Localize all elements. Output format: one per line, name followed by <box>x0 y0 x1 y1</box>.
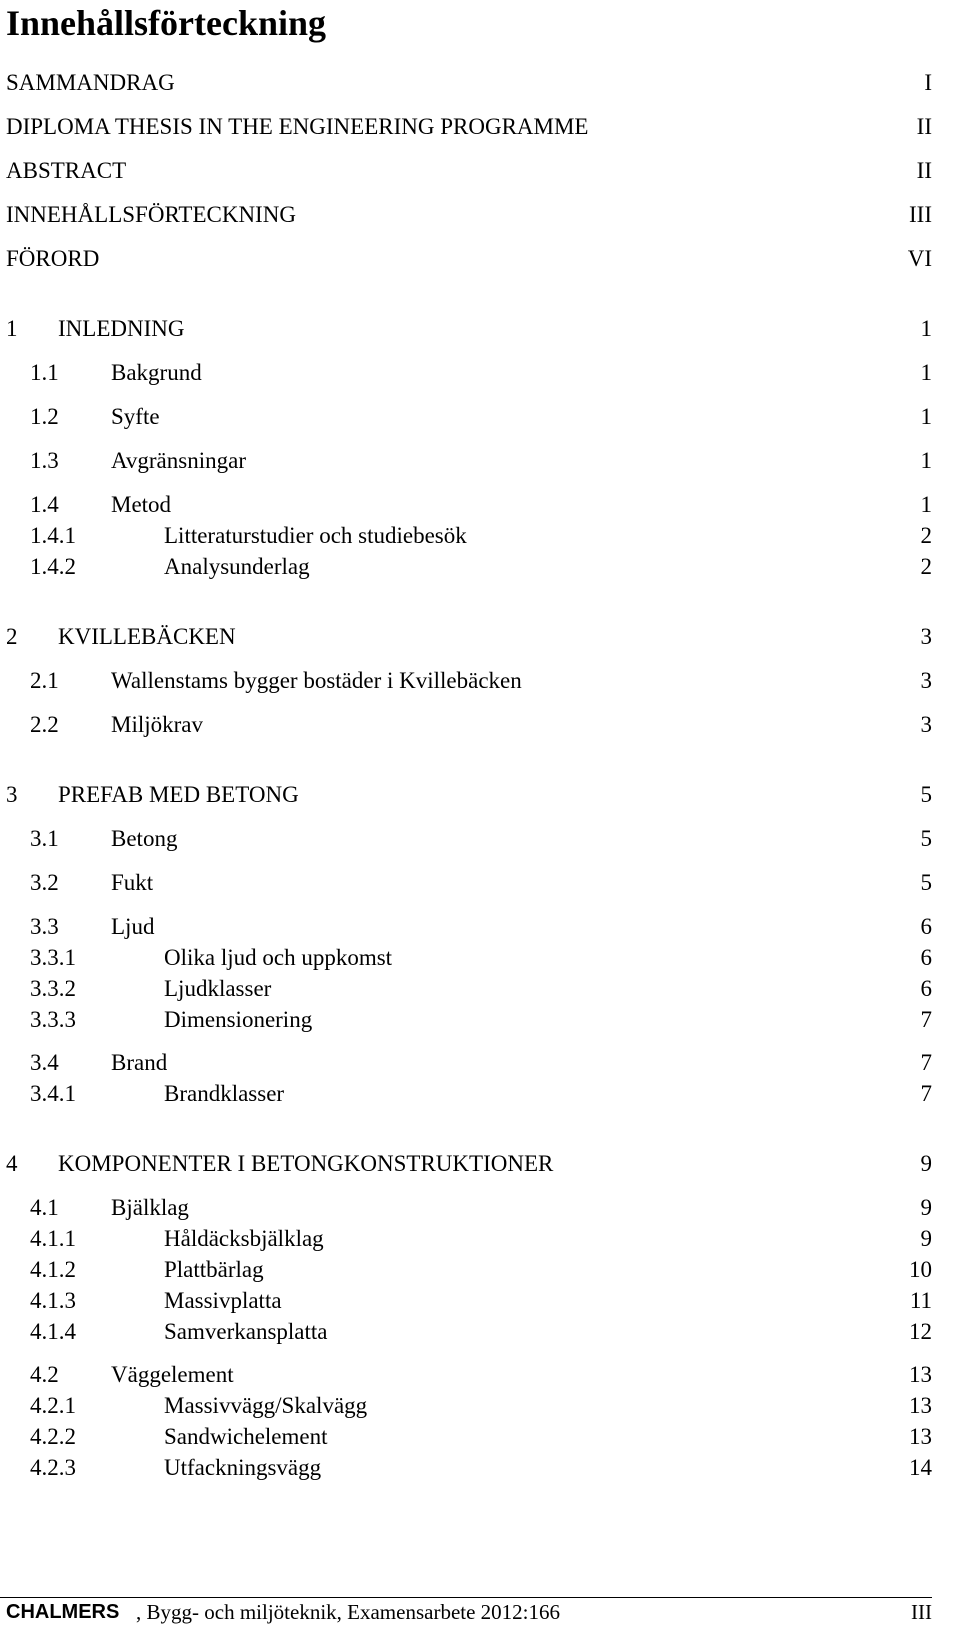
toc-entry-label: Analysunderlag <box>164 554 310 579</box>
toc-entry-number: 1 <box>6 316 18 341</box>
toc-entry-page: 7 <box>920 1050 932 1075</box>
toc-entry-label: Litteraturstudier och studiebesök <box>164 523 467 548</box>
toc-entry-label: Metod <box>111 492 172 517</box>
toc-entry[interactable] <box>0 1193 932 1223</box>
toc-entry-label: FÖRORD <box>6 246 100 271</box>
toc-entry[interactable] <box>0 200 932 230</box>
toc-entry-label: Dimensionering <box>164 1007 313 1032</box>
toc-entry-number: 3.4 <box>30 1050 59 1075</box>
toc-entry-page: 1 <box>920 360 932 385</box>
toc-entry-page: 12 <box>909 1319 932 1344</box>
toc-entry-page: 11 <box>909 1288 932 1313</box>
toc-entry-label: Wallenstams bygger bostäder i Kvillebäcken <box>111 668 522 693</box>
toc-entry-label: Sandwichelement <box>164 1424 328 1449</box>
toc-entry[interactable] <box>0 521 932 551</box>
toc-entry-number: 1.2 <box>30 404 59 429</box>
toc-entry-number: 3.1 <box>30 826 59 851</box>
toc-entry-page: 5 <box>920 870 932 895</box>
toc-entry-label: Brandklasser <box>164 1081 285 1106</box>
footer-page-number: III <box>911 1600 932 1624</box>
toc-entry[interactable] <box>0 1422 932 1452</box>
toc-entry-number: 1.4 <box>30 492 59 517</box>
page-title: Innehållsförteckning <box>6 3 327 43</box>
toc-entry-label: INLEDNING <box>58 316 185 341</box>
toc-entry-label: Brand <box>111 1050 168 1075</box>
toc-entry[interactable] <box>0 1453 932 1483</box>
toc-entry[interactable] <box>0 1255 932 1285</box>
toc-entry[interactable] <box>0 1224 932 1254</box>
toc-entry-number: 2 <box>6 624 18 649</box>
toc-entry-number: 3.3.3 <box>30 1007 76 1032</box>
toc-entry-label: SAMMANDRAG <box>6 70 175 95</box>
toc-entry-label: PREFAB MED BETONG <box>58 782 299 807</box>
toc-entry-page: 13 <box>909 1362 932 1387</box>
toc-entry-page: 1 <box>920 316 932 341</box>
toc-entry-number: 4.2 <box>30 1362 59 1387</box>
toc-entry[interactable] <box>0 1048 932 1078</box>
toc-entry[interactable] <box>0 974 932 1004</box>
toc-entry[interactable] <box>0 622 932 652</box>
toc-entry-number: 4.1 <box>30 1195 59 1220</box>
toc-entry-number: 4 <box>6 1151 18 1176</box>
toc-entry-number: 1.4.1 <box>30 523 76 548</box>
toc-entry-page: II <box>916 158 932 183</box>
toc-entry-page: 1 <box>920 492 932 517</box>
toc-entry-page: 13 <box>909 1424 932 1449</box>
toc-entry-number: 3 <box>6 782 18 807</box>
toc-entry-page: 9 <box>920 1195 932 1220</box>
toc-entry-label: Syfte <box>111 404 160 429</box>
toc-entry-number: 4.2.3 <box>30 1455 76 1480</box>
toc-entry-page: 2 <box>920 554 932 579</box>
footer-brand: CHALMERS <box>6 1601 120 1623</box>
toc-entry[interactable] <box>0 490 932 520</box>
toc-entry[interactable] <box>0 912 932 942</box>
toc-entry-number: 4.1.1 <box>30 1226 76 1251</box>
toc-entry-page: 1 <box>920 404 932 429</box>
toc-entry-label: Miljökrav <box>111 712 203 737</box>
toc-entry-number: 2.1 <box>30 668 59 693</box>
toc-entry[interactable] <box>0 1317 932 1347</box>
toc-entry[interactable] <box>0 112 932 142</box>
toc-entry-number: 2.2 <box>30 712 59 737</box>
toc-entry-label: INNEHÅLLSFÖRTECKNING <box>6 202 296 227</box>
toc-entry[interactable] <box>0 868 932 898</box>
toc-entry-page: I <box>924 70 932 95</box>
toc-entry-number: 3.2 <box>30 870 59 895</box>
toc-entry-page: VI <box>907 246 932 271</box>
page-footer <box>0 1597 932 1626</box>
toc-entry[interactable] <box>0 666 932 696</box>
toc-entry-label: Massivplatta <box>164 1288 282 1313</box>
toc-entry[interactable] <box>0 446 932 476</box>
toc-entry-page: 9 <box>920 1226 932 1251</box>
toc-entry-number: 1.4.2 <box>30 554 76 579</box>
toc-entry-page: 3 <box>920 712 932 737</box>
toc-entry-label: KOMPONENTER I BETONGKONSTRUKTIONER <box>58 1151 554 1176</box>
toc-entry[interactable] <box>0 402 932 432</box>
toc-entry-label: Håldäcksbjälklag <box>164 1226 324 1251</box>
toc-entry-label: Ljudklasser <box>164 976 272 1001</box>
toc-entry[interactable] <box>0 156 932 186</box>
toc-entry[interactable] <box>0 943 932 973</box>
toc-entry[interactable] <box>0 1360 932 1390</box>
toc-entry-page: II <box>916 114 932 139</box>
toc-entry-number: 4.2.1 <box>30 1393 76 1418</box>
toc-entry[interactable] <box>0 358 932 388</box>
toc-entry-page: 7 <box>920 1081 932 1106</box>
toc-entry-page: 3 <box>920 668 932 693</box>
toc-entry-page: 6 <box>920 976 932 1001</box>
toc-entry-label: Betong <box>111 826 178 851</box>
toc-entry-page: III <box>909 202 932 227</box>
toc-entry[interactable] <box>0 1079 932 1109</box>
toc-entry-page: 7 <box>920 1007 932 1032</box>
toc-entry[interactable] <box>0 1005 932 1035</box>
toc-entry-label: Plattbärlag <box>164 1257 264 1282</box>
toc-entry[interactable] <box>0 68 932 98</box>
toc-entry-page: 5 <box>920 826 932 851</box>
toc-entry-label: Ljud <box>111 914 155 939</box>
toc-entry[interactable] <box>0 1286 932 1316</box>
toc-entry[interactable] <box>0 314 932 344</box>
toc-entry-number: 4.1.3 <box>30 1288 76 1313</box>
toc-entry-number: 1.3 <box>30 448 59 473</box>
toc-entry-label: Bakgrund <box>111 360 202 385</box>
toc-entry-page: 6 <box>920 914 932 939</box>
toc-entry-label: KVILLEBÄCKEN <box>58 624 236 649</box>
toc-entry-page: 2 <box>920 523 932 548</box>
toc-entry[interactable] <box>0 710 932 740</box>
footer-text: , Bygg- och miljöteknik, Examensarbete 2012:166 <box>136 1600 560 1624</box>
toc-entry-page: 9 <box>920 1151 932 1176</box>
toc-entry[interactable] <box>0 780 932 810</box>
toc-entry-number: 3.3.1 <box>30 945 76 970</box>
toc-entry-page: 1 <box>920 448 932 473</box>
toc-entry[interactable] <box>0 552 932 582</box>
toc-entry-number: 4.1.2 <box>30 1257 76 1282</box>
toc-entry-page: 14 <box>909 1455 932 1480</box>
toc-entry-label: Väggelement <box>111 1362 234 1387</box>
toc-entry-label: Massivvägg/Skalvägg <box>164 1393 368 1418</box>
toc-entry-page: 3 <box>920 624 932 649</box>
toc-entry[interactable] <box>0 1149 932 1179</box>
toc-entry-label: Utfackningsvägg <box>164 1455 322 1480</box>
toc-entry[interactable] <box>0 1391 932 1421</box>
toc-entry-label: DIPLOMA THESIS IN THE ENGINEERING PROGRAMME <box>6 114 589 139</box>
toc-entry-number: 4.2.2 <box>30 1424 76 1449</box>
toc-entry-label: ABSTRACT <box>6 158 127 183</box>
toc-entry-label: Fukt <box>111 870 154 895</box>
toc-entry[interactable] <box>0 244 932 274</box>
toc-entry-number: 3.3 <box>30 914 59 939</box>
toc-entry-label: Samverkansplatta <box>164 1319 328 1344</box>
toc-entry-number: 3.3.2 <box>30 976 76 1001</box>
toc-entry-number: 1.1 <box>30 360 59 385</box>
toc-entry-number: 4.1.4 <box>30 1319 76 1344</box>
toc-entry-label: Olika ljud och uppkomst <box>164 945 393 970</box>
toc-entry-page: 13 <box>909 1393 932 1418</box>
toc-entry-page: 10 <box>909 1257 932 1282</box>
toc-entry-page: 5 <box>920 782 932 807</box>
toc-entry-label: Bjälklag <box>111 1195 189 1220</box>
toc-entry-label: Avgränsningar <box>111 448 246 473</box>
toc-entry-page: 6 <box>920 945 932 970</box>
toc-entry-number: 3.4.1 <box>30 1081 76 1106</box>
toc-entry[interactable] <box>0 824 932 854</box>
